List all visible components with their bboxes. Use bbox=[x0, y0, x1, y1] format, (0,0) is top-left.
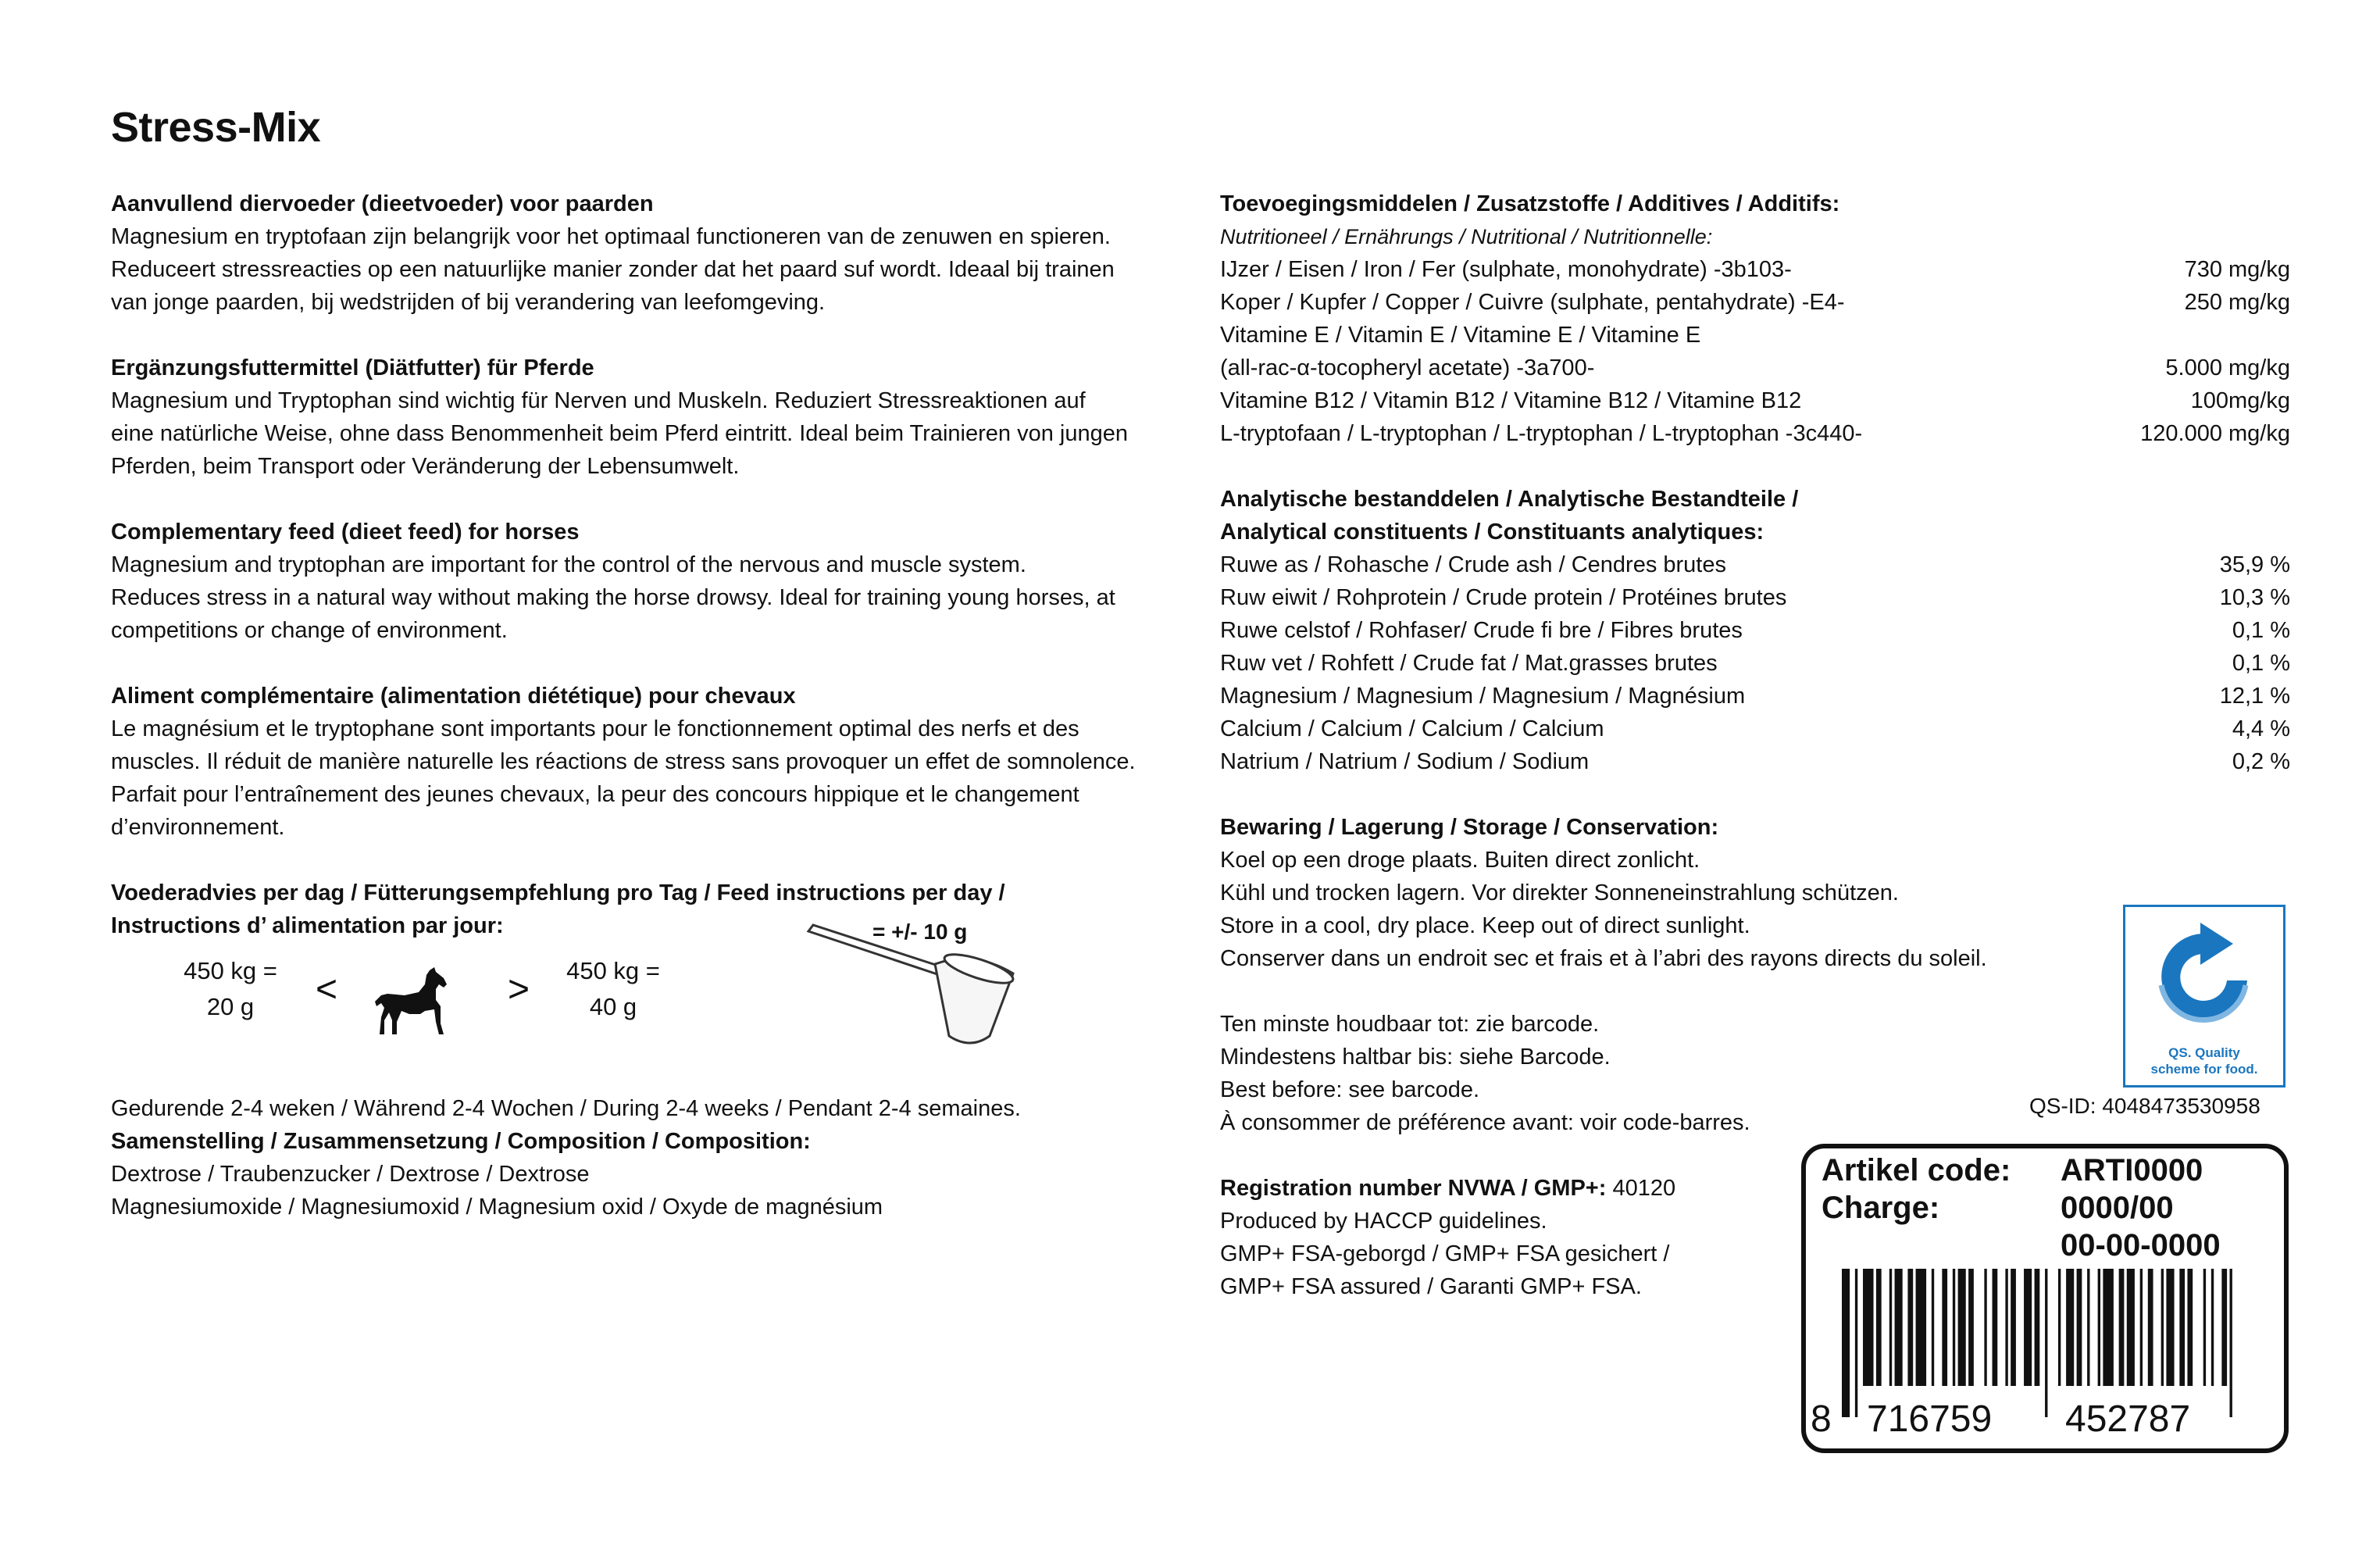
barcode-icon bbox=[1842, 1269, 2240, 1417]
registration-number: 40120 bbox=[1612, 1176, 1676, 1201]
additive-row bbox=[1220, 384, 2290, 417]
section-feeding bbox=[111, 877, 1158, 1125]
storage-line: Koel op een droge plaats. Buiten direct zonlicht. bbox=[1220, 848, 1700, 873]
analytical-name: Ruwe celstof / Rohfaser/ Crude fi bre / Fibres brutes bbox=[1220, 618, 1743, 643]
analytical-row bbox=[1220, 581, 2290, 614]
analytical-row bbox=[1220, 614, 2290, 647]
additive-name: Koper / Kupfer / Copper / Cuivre (sulphate, pentahydrate) -E4- bbox=[1220, 290, 1845, 315]
qs-caption-line: QS. Quality bbox=[2168, 1045, 2240, 1060]
registration-label: Registration number NVWA / GMP+: bbox=[1220, 1176, 1607, 1201]
feeding-heading-fr: Instructions d’ alimentation par jour: bbox=[111, 913, 504, 938]
section-english bbox=[111, 516, 1158, 647]
composition-heading: Samenstelling / Zusammensetzung / Composition / Composition: bbox=[111, 1129, 811, 1154]
less-than-symbol: < bbox=[316, 969, 338, 1010]
analytical-name: Ruwe as / Rohasche / Crude ash / Cendres brutes bbox=[1220, 552, 1726, 577]
dutch-heading: Aanvullend diervoeder (dieetvoeder) voor paarden bbox=[111, 191, 654, 216]
charge-value: 0000/00 bbox=[2061, 1191, 2174, 1225]
section-german bbox=[111, 352, 1158, 483]
analytical-value: 0,1 % bbox=[2232, 651, 2290, 676]
composition-line: Magnesiumoxide / Magnesiumoxid / Magnesium oxid / Oxyde de magnésium bbox=[111, 1195, 883, 1220]
analytical-value: 12,1 % bbox=[2219, 684, 2290, 709]
analytical-name: Calcium / Calcium / Calcium / Calcium bbox=[1220, 716, 1604, 741]
english-line: Reduces stress in a natural way without making the horse drowsy. Ideal for training young horses, at bbox=[111, 585, 1115, 610]
french-line: Le magnésium et le tryptophane sont importants pour le fonctionnement optimal des nerfs et des bbox=[111, 716, 1079, 741]
ean-right-group: 452787 bbox=[2061, 1398, 2195, 1441]
french-line: muscles. Il réduit de manière naturelle les réactions de stress sans provoquer un effet de somnolence. bbox=[111, 749, 1136, 774]
analytical-heading: Analytische bestanddelen / Analytische Bestandteile / bbox=[1220, 487, 1799, 512]
date-value: 00-00-0000 bbox=[2061, 1228, 2221, 1262]
qs-id: QS-ID: 4048473530958 bbox=[2029, 1094, 2260, 1118]
qs-arrow-icon bbox=[2146, 918, 2263, 1035]
best-before-line: À consommer de préférence avant: voir code-barres. bbox=[1220, 1110, 1750, 1135]
additive-row bbox=[1220, 253, 2290, 286]
feed-small-dose: 20 g bbox=[206, 993, 255, 1020]
product-title: Stress-Mix bbox=[111, 104, 321, 151]
additive-name: IJzer / Eisen / Iron / Fer (sulphate, monohydrate) -3b103- bbox=[1220, 257, 1792, 282]
registration-text: Produced by HACCP guidelines. bbox=[1220, 1209, 1547, 1234]
additive-row bbox=[1220, 286, 2290, 319]
german-line: Magnesium und Tryptophan sind wichtig für Nerven und Muskeln. Reduziert Stressreaktionen auf bbox=[111, 388, 1086, 413]
additive-name: Vitamine E / Vitamin E / Vitamine E / Vitamine E bbox=[1220, 323, 1701, 348]
analytical-value: 0,1 % bbox=[2232, 618, 2290, 643]
section-additives bbox=[1220, 188, 2290, 450]
analytical-row bbox=[1220, 548, 2290, 581]
section-dutch bbox=[111, 188, 1158, 319]
additive-value: 120.000 mg/kg bbox=[2140, 421, 2290, 446]
additive-row bbox=[1220, 417, 2290, 450]
analytical-name: Natrium / Natrium / Sodium / Sodium bbox=[1220, 749, 1590, 774]
french-line: Parfait pour l’entraînement des jeunes chevaux, la peur des concours hippique et le changement bbox=[111, 782, 1079, 807]
qs-caption bbox=[2125, 1045, 2283, 1077]
registration-text: GMP+ FSA assured / Garanti GMP+ FSA. bbox=[1220, 1274, 1642, 1299]
dutch-line: Magnesium en tryptofaan zijn belangrijk voor het optimaal functioneren van de zenuwen en spieren. bbox=[111, 224, 1111, 249]
additive-value: 100mg/kg bbox=[2190, 388, 2290, 413]
ean-left-group: 716759 bbox=[1862, 1398, 1996, 1441]
analytical-name: Ruw eiwit / Rohprotein / Crude protein / Protéines brutes bbox=[1220, 585, 1787, 610]
german-heading: Ergänzungsfuttermittel (Diätfutter) für Pferde bbox=[111, 355, 594, 380]
english-line: competitions or change of environment. bbox=[111, 618, 508, 643]
french-heading: Aliment complémentaire (alimentation diététique) pour chevaux bbox=[111, 684, 796, 709]
dutch-line: van jonge paarden, bij wedstrijden of bij verandering van leefomgeving. bbox=[111, 290, 826, 315]
analytical-row bbox=[1220, 647, 2290, 680]
feed-large-block bbox=[555, 953, 672, 1025]
english-line: Magnesium and tryptophan are important for the control of the nervous and muscle system. bbox=[111, 552, 1026, 577]
storage-heading: Bewaring / Lagerung / Storage / Conservation: bbox=[1220, 815, 1719, 840]
section-composition bbox=[111, 1125, 1158, 1223]
french-line: d’environnement. bbox=[111, 815, 285, 840]
additive-name: Vitamine B12 / Vitamin B12 / Vitamine B12 / Vitamine B12 bbox=[1220, 388, 1802, 413]
analytical-name: Magnesium / Magnesium / Magnesium / Magnésium bbox=[1220, 684, 1746, 709]
additive-row bbox=[1220, 319, 2290, 352]
analytical-value: 35,9 % bbox=[2219, 552, 2290, 577]
feed-small-weight: 450 kg = bbox=[184, 957, 277, 984]
analytical-row bbox=[1220, 745, 2290, 778]
analytical-name: Ruw vet / Rohfett / Crude fat / Mat.grasses brutes bbox=[1220, 651, 1718, 676]
additive-value: 5.000 mg/kg bbox=[2165, 355, 2290, 380]
analytical-row bbox=[1220, 680, 2290, 712]
qs-logo bbox=[2123, 905, 2285, 1088]
right-column bbox=[1220, 188, 2290, 1303]
additive-name: (all-rac-α-tocopheryl acetate) -3a700- bbox=[1220, 355, 1595, 380]
article-label bbox=[1801, 1144, 2289, 1453]
feeding-duration: Gedurende 2-4 weken / Während 2-4 Wochen / During 2-4 weeks / Pendant 2-4 semaines. bbox=[111, 1096, 1021, 1121]
qs-caption-line: scheme for food. bbox=[2150, 1062, 2258, 1077]
charge-key: Charge: bbox=[1822, 1191, 1940, 1225]
best-before-line: Best before: see barcode. bbox=[1220, 1077, 1480, 1102]
ean-first-digit: 8 bbox=[1811, 1398, 1832, 1440]
horse-icon bbox=[373, 966, 451, 1038]
additive-name: L-tryptofaan / L-tryptophan / L-tryptophan / L-tryptophan -3c440- bbox=[1220, 421, 1863, 446]
german-line: eine natürliche Weise, ohne dass Benommenheit beim Pferd eintritt. Ideal beim Trainieren von jungen bbox=[111, 421, 1128, 446]
additive-row bbox=[1220, 352, 2290, 384]
additive-value: 250 mg/kg bbox=[2184, 290, 2290, 315]
feed-small-block bbox=[180, 953, 281, 1025]
section-french bbox=[111, 680, 1158, 844]
additives-subheading: Nutritioneel / Ernährungs / Nutritional / Nutritionnelle: bbox=[1220, 225, 1713, 248]
greater-than-symbol: > bbox=[508, 969, 530, 1010]
feeding-heading: Voederadvies per dag / Fütterungsempfehlung pro Tag / Feed instructions per day / bbox=[111, 880, 1005, 905]
analytical-value: 0,2 % bbox=[2232, 749, 2290, 774]
scoop-label: = +/- 10 g bbox=[872, 920, 968, 944]
english-heading: Complementary feed (dieet feed) for horses bbox=[111, 520, 580, 545]
additives-heading: Toevoegingsmiddelen / Zusatzstoffe / Additives / Additifs: bbox=[1220, 191, 1840, 216]
article-code-key: Artikel code: bbox=[1822, 1153, 2011, 1188]
left-column bbox=[111, 188, 1158, 1256]
analytical-value: 10,3 % bbox=[2219, 585, 2290, 610]
additive-value: 730 mg/kg bbox=[2184, 257, 2290, 282]
dutch-line: Reduceert stressreacties op een natuurlijke manier zonder dat het paard suf wordt. Ideaal bij trainen bbox=[111, 257, 1115, 282]
best-before-line: Mindestens haltbar bis: siehe Barcode. bbox=[1220, 1045, 1611, 1070]
storage-line: Kühl und trocken lagern. Vor direkter Sonneneinstrahlung schützen. bbox=[1220, 880, 1899, 905]
feed-large-dose: 40 g bbox=[589, 993, 637, 1020]
analytical-row bbox=[1220, 712, 2290, 745]
storage-line: Conserver dans un endroit sec et frais et à l’abri des rayons directs du soleil. bbox=[1220, 946, 1987, 971]
feed-large-weight: 450 kg = bbox=[566, 957, 660, 984]
storage-line: Store in a cool, dry place. Keep out of direct sunlight. bbox=[1220, 913, 1750, 938]
section-analytical bbox=[1220, 483, 2290, 778]
analytical-heading-2: Analytical constituents / Constituants analytiques: bbox=[1220, 520, 1764, 545]
composition-line: Dextrose / Traubenzucker / Dextrose / Dextrose bbox=[111, 1162, 590, 1187]
article-code-value: ARTI0000 bbox=[2061, 1153, 2203, 1188]
best-before-line: Ten minste houdbaar tot: zie barcode. bbox=[1220, 1012, 1600, 1037]
registration-text: GMP+ FSA-geborgd / GMP+ FSA gesichert / bbox=[1220, 1241, 1670, 1266]
analytical-value: 4,4 % bbox=[2232, 716, 2290, 741]
german-line: Pferden, beim Transport oder Veränderung der Lebensumwelt. bbox=[111, 454, 740, 479]
